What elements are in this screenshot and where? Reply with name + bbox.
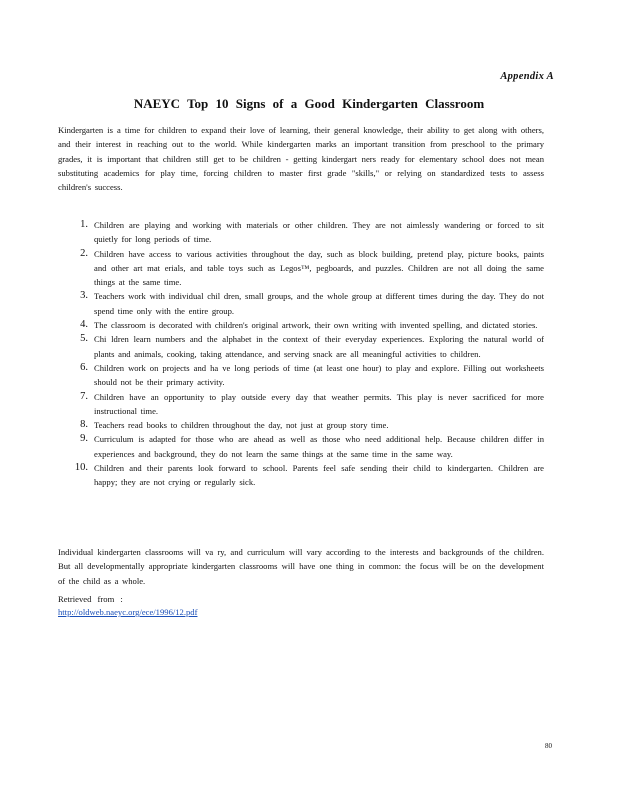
list-item-text: Children are playing and working with materials or other children. They are not aimlessly wandering or forced to sit quietly for long periods of time. bbox=[94, 220, 544, 245]
list-item bbox=[76, 418, 544, 432]
list-item-text: Children have access to various activities throughout the day, such as block building, pretend play, picture books, paints and other art mat erials, and table toys such as Legos™, pegboards, and puzzles. Children are not all doing the same things at the same time. bbox=[94, 248, 544, 288]
list-number: 2. bbox=[80, 247, 88, 259]
list-number: 10. bbox=[74, 462, 88, 474]
list-item bbox=[76, 247, 544, 290]
list-number: 6. bbox=[80, 361, 88, 373]
retrieved-label: Retrieved from : bbox=[58, 594, 123, 604]
list-item-text: Children have an opportunity to play outside every day that weather permits. This play is never sacrificed for more instructional time. bbox=[94, 391, 544, 416]
list-number: 4. bbox=[80, 319, 88, 331]
list-item-text: Teachers work with individual chil dren, small groups, and the whole group at different times during the day. They do not spend time only with the entire group. bbox=[94, 291, 544, 316]
list-item bbox=[76, 289, 544, 318]
list-item bbox=[76, 218, 544, 247]
list-item-text: Curriculum is adapted for those who are ahead as well as those who need additional help. Because children differ in experiences and background, they do not learn the same things at the same time in the same way. bbox=[94, 434, 544, 459]
list-item-text: Children work on projects and ha ve long periods of time (at least one hour) to play and explore. Filling out worksheets should not be their primary activity. bbox=[94, 362, 544, 388]
list-item bbox=[76, 332, 544, 361]
list-item-text: The classroom is decorated with children's original artwork, their own writing with invented spelling, and dictated stories. bbox=[94, 320, 538, 331]
list-item bbox=[76, 318, 544, 332]
list-number: 1. bbox=[80, 219, 88, 230]
page-number: 80 bbox=[545, 742, 552, 750]
source-link[interactable]: http://oldweb.naeyc.org/ece/1996/12.pdf bbox=[58, 607, 198, 617]
list-number: 7. bbox=[80, 390, 88, 402]
page-title: NAEYC Top 10 Signs of a Good Kindergarten Classroom bbox=[133, 96, 485, 111]
closing-paragraph: Individual kindergarten classrooms will va ry, and curriculum will vary according to the interests and backgrounds of the children. But all developmentally appropriate kindergarten classrooms will have one thing in common: the focus will be on the development of the child as a whole. bbox=[58, 547, 544, 586]
list-number: 8. bbox=[80, 419, 88, 431]
list-item-text: Children and their parents look forward to school. Parents feel safe sending their child to kindergarten. Children are happy; they are not crying or regularly sick. bbox=[94, 463, 544, 488]
list-item-text: Chi ldren learn numbers and the alphabet in the context of their everyday experiences. Exploring the natural world of plants and animals, cooking, taking attendance, and serving snack are all meaningful activities to children. bbox=[94, 334, 544, 359]
list-item bbox=[76, 461, 544, 490]
list-number: 5. bbox=[80, 333, 88, 345]
list-item bbox=[76, 390, 544, 419]
list-item bbox=[76, 361, 544, 390]
signs-list bbox=[76, 218, 544, 490]
list-item-text: Teachers read books to children throughout the day, not just at group story time. bbox=[94, 420, 389, 431]
intro-paragraph: Kindergarten is a time for children to expand their love of learning, their general knowledge, their ability to get along with others, and their interest in reaching out to the world. While kindergarten marks an important transition from preschool to the primary grades, it is important that children still get to be children - getting kindergart ners ready for elementary school does not mean substituting academics for play time, forcing children to master first grade "skills," or relying on standardized tests to assess children's success. bbox=[58, 125, 544, 193]
appendix-label: Appendix A bbox=[500, 71, 554, 82]
list-number: 9. bbox=[80, 433, 88, 445]
list-number: 3. bbox=[80, 290, 88, 302]
list-item bbox=[76, 432, 544, 461]
